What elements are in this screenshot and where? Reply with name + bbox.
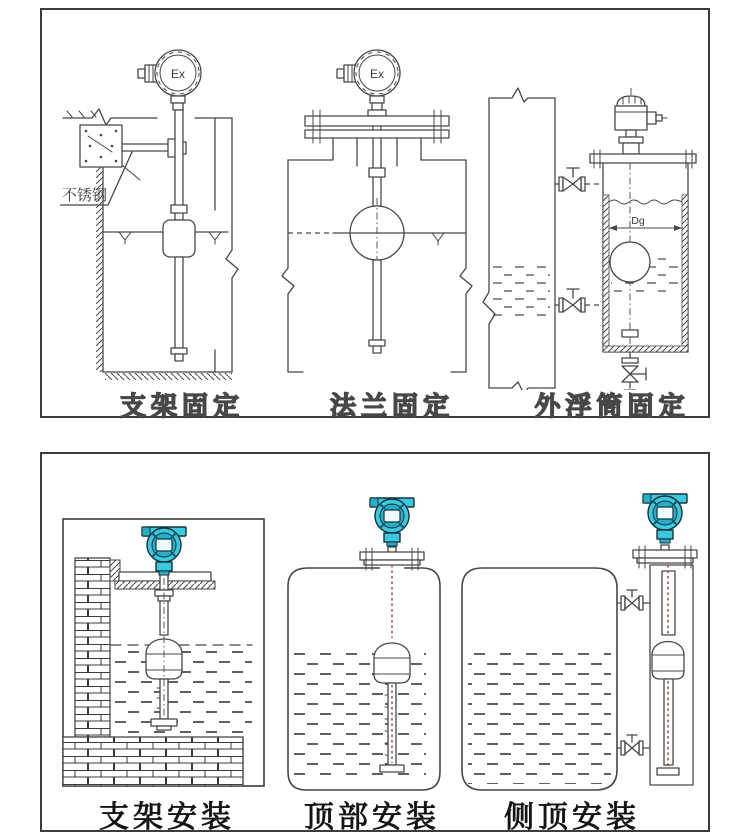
tank-liquid (492, 266, 550, 322)
installation-methods-panel (40, 452, 710, 832)
figure-caption: 支架安装 (99, 801, 235, 834)
float-assembly (350, 110, 404, 353)
upper-valve (555, 168, 603, 191)
external-chamber-fixing-figure (470, 40, 710, 390)
ex-marking: Ex (170, 67, 186, 81)
transmitter-head (370, 498, 414, 546)
mounting-bracket (80, 125, 186, 180)
float (163, 220, 195, 257)
ex-transmitter-head (138, 50, 201, 110)
upper-valve (617, 590, 650, 610)
float (146, 639, 182, 679)
lower-valve (555, 289, 603, 312)
chamber-flange (590, 150, 696, 168)
transmitter-head (643, 494, 687, 543)
display-window (156, 539, 172, 551)
material-note-label: 不锈钢 (62, 187, 108, 204)
float (374, 643, 410, 683)
liquid (468, 646, 611, 784)
lower-valve (617, 735, 650, 755)
tank-wall (209, 118, 238, 372)
side-top-installation-figure (460, 480, 710, 796)
top-installation-figure (280, 480, 480, 796)
float (610, 242, 650, 282)
bracket-fixing-figure (60, 40, 260, 380)
tank-wall (483, 88, 555, 390)
ex-marking: Ex (369, 67, 385, 81)
display-window (384, 510, 400, 522)
transmitter-head (615, 88, 667, 154)
bypass-chamber (650, 565, 693, 785)
drain-valve (622, 352, 646, 390)
dimension-label: Dg (631, 215, 645, 227)
flange-fixing-figure (275, 40, 475, 380)
figure-caption: 外浮筒固定 (534, 391, 690, 421)
ex-transmitter-head (337, 50, 400, 116)
fixing-methods-panel (40, 8, 710, 421)
float (652, 642, 684, 680)
figure-caption: 支架固定 (119, 391, 244, 421)
figure-caption: 法兰固定 (329, 391, 454, 421)
bracket-installation-figure (62, 518, 265, 788)
figure-caption: 侧顶安装 (504, 801, 640, 834)
external-chamber (603, 163, 688, 352)
figure-caption: 顶部安装 (304, 801, 440, 834)
display-window (657, 507, 673, 519)
dimension-dg (609, 215, 682, 231)
